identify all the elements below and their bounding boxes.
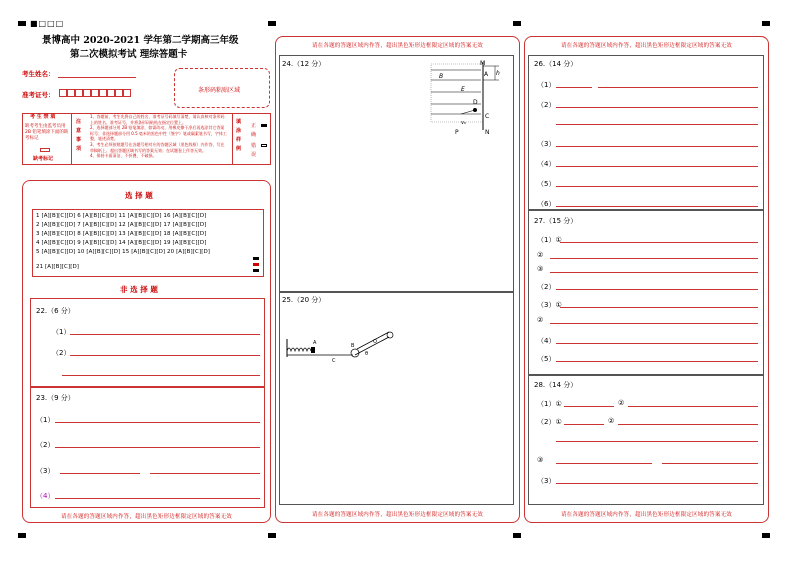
q26-part: （6） <box>537 200 556 208</box>
fig-label-v0: v₀ <box>461 120 466 126</box>
answer-line[interactable] <box>55 422 260 423</box>
fig-label-b: B <box>351 343 355 349</box>
absent-note: 缺考考生由监考员用 2B 铅笔填涂下面的缺考标记 <box>25 124 69 141</box>
answer-line[interactable] <box>550 258 758 259</box>
q22-title: 22.（6 分） <box>36 307 75 315</box>
answer-line[interactable] <box>560 242 758 243</box>
q22-part: （1） <box>52 328 71 336</box>
q28-part: ② <box>608 417 615 425</box>
answer-line[interactable] <box>556 146 758 147</box>
answer-line[interactable] <box>556 463 652 464</box>
wrong-sample <box>261 144 267 147</box>
q25-title: 25.（20 分） <box>282 296 326 304</box>
alignment-mark <box>268 21 276 26</box>
alignment-mark <box>513 21 521 26</box>
answer-line[interactable] <box>556 124 758 125</box>
answer-line[interactable] <box>662 463 758 464</box>
mc-row-21[interactable]: 21 [A][B][C][D] <box>36 264 80 270</box>
answer-line[interactable] <box>556 361 758 362</box>
answer-line[interactable] <box>556 441 758 442</box>
fig-label-h: h <box>496 70 500 77</box>
boundary-warning: 请在各题的答题区域内作答，超出黑色矩形边框限定区域的答案无效 <box>311 43 483 49</box>
mc-row[interactable]: 2 [A][B][C][D] 7 [A][B][C][D] 12 [A][B][C][D] 17 [A][B][C][D] <box>36 222 207 228</box>
q28-part: （3） <box>537 477 556 485</box>
q27-part: （3）① <box>537 301 562 309</box>
q26-part: （5） <box>537 180 556 188</box>
q28-part: ② <box>618 399 625 407</box>
fig-label-c: C <box>332 358 336 364</box>
non-mc-title: 非 选 择 题 <box>120 285 158 294</box>
fig-label-e: E <box>461 86 465 93</box>
q26-part: （3） <box>537 140 556 148</box>
answer-line[interactable] <box>55 498 260 499</box>
q24-figure <box>425 58 505 138</box>
absent-label: 缺考标记 <box>33 156 54 162</box>
answer-line[interactable] <box>150 473 260 474</box>
alignment-mark <box>18 21 26 26</box>
boundary-warning: 请在各题的答题区域内作答，超出黑色矩形边框限定区域的答案无效 <box>560 43 732 49</box>
q28-part: （1）① <box>537 400 562 408</box>
q27-part: （5） <box>537 355 556 363</box>
id-boxes[interactable] <box>59 89 131 97</box>
q27-part: ② <box>537 251 544 259</box>
boundary-warning: 请在各题的答题区域内作答，超出黑色矩形边框限定区域的答案无效 <box>560 512 732 518</box>
q23-part: （4） <box>36 492 55 500</box>
fig-label-b: B <box>439 73 444 80</box>
answer-line[interactable] <box>560 307 758 308</box>
q28-box <box>528 375 764 505</box>
name-label: 考生姓名： <box>22 70 55 78</box>
q26-title: 26.（14 分） <box>534 60 578 68</box>
id-label: 准考证号： <box>22 91 55 99</box>
mc-row[interactable]: 3 [A][B][C][D] 8 [A][B][C][D] 13 [A][B][C][D] 18 [A][B][C][D] <box>36 231 207 237</box>
alignment-mark <box>513 533 521 538</box>
fig-label-p: P <box>455 129 459 136</box>
alignment-mark <box>762 21 770 26</box>
wrong-label: 错 误 <box>251 143 257 158</box>
q23-part: （2） <box>36 441 55 449</box>
answer-line[interactable] <box>618 424 758 425</box>
fill-sample-label: 填 涂 样 例 <box>236 119 242 152</box>
q27-part: （2） <box>537 283 556 291</box>
q22-part: （2） <box>52 349 71 357</box>
answer-line[interactable] <box>556 186 758 187</box>
answer-line[interactable] <box>70 355 260 356</box>
q27-box <box>528 210 764 375</box>
notice-title: 考 生 禁 填 <box>30 114 56 120</box>
alignment-mark <box>762 533 770 538</box>
attention-label: 注 意 事 项 <box>76 119 82 152</box>
answer-line[interactable] <box>564 424 604 425</box>
q26-part: （1） <box>537 81 556 89</box>
fig-label-d: D <box>473 99 478 106</box>
mc-row[interactable]: 5 [A][B][C][D] 10 [A][B][C][D] 15 [A][B][C][D] 20 [A][B][C][D] <box>36 249 211 255</box>
mc-title: 选 择 题 <box>125 191 153 200</box>
answer-line[interactable] <box>556 289 758 290</box>
exam-title-line2: 第二次模拟考试 理综答题卡 <box>70 49 188 60</box>
alignment-mark <box>268 533 276 538</box>
q28-title: 28.（14 分） <box>534 381 578 389</box>
fig-label-n: N <box>485 129 490 136</box>
name-field[interactable] <box>58 77 136 78</box>
fig-label-theta: θ <box>365 351 369 357</box>
boundary-warning: 请在各题的答题区域内作答，超出黑色矩形边框限定区域的答案无效 <box>60 514 232 520</box>
mc-row[interactable]: 4 [A][B][C][D] 9 [A][B][C][D] 14 [A][B][C][D] 19 [A][B][C][D] <box>36 240 207 246</box>
attention-items: 1、答题前，考生先将自己的姓名、准考证号码填写清楚，请认真核对条形码上的姓名、准考证号，并将条形码粘贴在指定位置上。 2、选择题部分用 2B 铅笔填涂，如需改动，用橡皮擦干净后再选涂其它答案标号；非选择题部分用 0.5 毫米的黑色中性（签字）笔或碳素笔书写，字体工整，笔迹清楚。 3、考生必须按照题号在各题号相对应的答题区域（黑色线框）内作答，写在草稿纸上、超出答题区域书写的答案无效；在试题卷上作答无效。 4、保持卡面清洁，不折叠，不破损。 <box>90 114 227 159</box>
q25-box <box>279 292 514 505</box>
mc-row[interactable]: 1 [A][B][C][D] 6 [A][B][C][D] 11 [A][B][C][D] 16 [A][B][C][D] <box>36 213 207 219</box>
answer-line[interactable] <box>556 107 758 108</box>
answer-line[interactable] <box>556 87 592 88</box>
fig-label-a: A <box>484 71 489 78</box>
q27-part: （4） <box>537 337 556 345</box>
q23-part: （3） <box>36 467 55 475</box>
answer-line[interactable] <box>556 166 758 167</box>
absent-checkbox[interactable] <box>40 148 50 152</box>
q27-part: ③ <box>537 265 544 273</box>
q26-part: （2） <box>537 101 556 109</box>
fig-label-a: A <box>313 340 317 346</box>
correct-label: 正 确 <box>251 123 257 138</box>
q26-part: （4） <box>537 160 556 168</box>
q28-part: ③ <box>537 456 544 464</box>
answer-line[interactable] <box>60 473 140 474</box>
answer-line[interactable] <box>564 406 614 407</box>
fig-label-m: M <box>480 60 486 67</box>
alignment-mark <box>18 533 26 538</box>
boundary-warning: 请在各题的答题区域内作答，超出黑色矩形边框限定区域的答案无效 <box>311 512 483 518</box>
correct-sample <box>261 124 267 127</box>
answer-line[interactable] <box>70 334 260 335</box>
q23-title: 23.（9 分） <box>36 394 75 402</box>
answer-line[interactable] <box>55 447 260 448</box>
fig-label-o: O <box>373 339 377 345</box>
answer-line[interactable] <box>628 406 758 407</box>
answer-line[interactable] <box>550 323 758 324</box>
q23-part: （1） <box>36 416 55 424</box>
q27-part: ② <box>537 316 544 324</box>
q28-part: （2）① <box>537 418 562 426</box>
page-marks: ■□□□ <box>30 19 65 28</box>
answer-line[interactable] <box>598 87 758 88</box>
q27-title: 27.（15 分） <box>534 217 578 225</box>
answer-line[interactable] <box>550 272 758 273</box>
answer-line[interactable] <box>556 206 758 207</box>
barcode-label: 条形码粘贴区域 <box>198 87 241 94</box>
answer-line[interactable] <box>556 483 758 484</box>
answer-line[interactable] <box>556 343 758 344</box>
q24-title: 24.（12 分） <box>282 60 326 68</box>
q27-part: （1）① <box>537 236 562 244</box>
fig-label-c: C <box>485 113 490 120</box>
exam-title-line1: 景博高中 2020-2021 学年第二学期高三年级 <box>42 35 239 46</box>
q25-figure <box>285 325 395 365</box>
answer-line[interactable] <box>62 375 260 376</box>
